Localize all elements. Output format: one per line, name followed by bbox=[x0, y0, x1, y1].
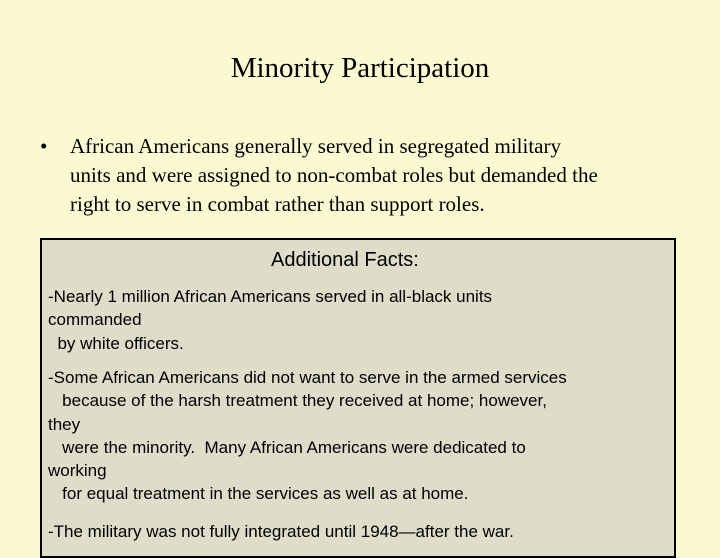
fact-item bbox=[48, 285, 674, 355]
fact-line: by white officers. bbox=[48, 333, 184, 353]
bullet-point bbox=[40, 132, 690, 219]
bullet-line: African Americans generally served in segregated military bbox=[70, 134, 561, 158]
fact-line: commanded bbox=[48, 310, 142, 330]
fact-line: they bbox=[48, 414, 81, 434]
additional-facts-box bbox=[40, 238, 676, 558]
fact-line: -Nearly 1 million African Americans served in all-black units bbox=[48, 287, 493, 306]
bullet-line: units and were assigned to non-combat roles but demanded the bbox=[70, 163, 598, 187]
slide-title: Minority Participation bbox=[230, 52, 490, 84]
fact-line: -The military was not fully integrated until 1948—after the war. bbox=[48, 522, 514, 541]
fact-item bbox=[48, 366, 674, 506]
fact-line: because of the harsh treatment they received at home; however, bbox=[48, 391, 547, 411]
bullet-text bbox=[70, 132, 690, 219]
fact-line: were the minority. Many African Americans were dedicated to bbox=[48, 437, 526, 457]
fact-line: working bbox=[48, 461, 107, 481]
fact-line: for equal treatment in the services as well as at home. bbox=[48, 484, 469, 504]
bullet-line: right to serve in combat rather than support roles. bbox=[70, 192, 485, 216]
fact-line: -Some African Americans did not want to serve in the armed services bbox=[48, 368, 567, 387]
facts-heading: Additional Facts: bbox=[271, 249, 419, 271]
bullet-marker: • bbox=[40, 134, 48, 158]
